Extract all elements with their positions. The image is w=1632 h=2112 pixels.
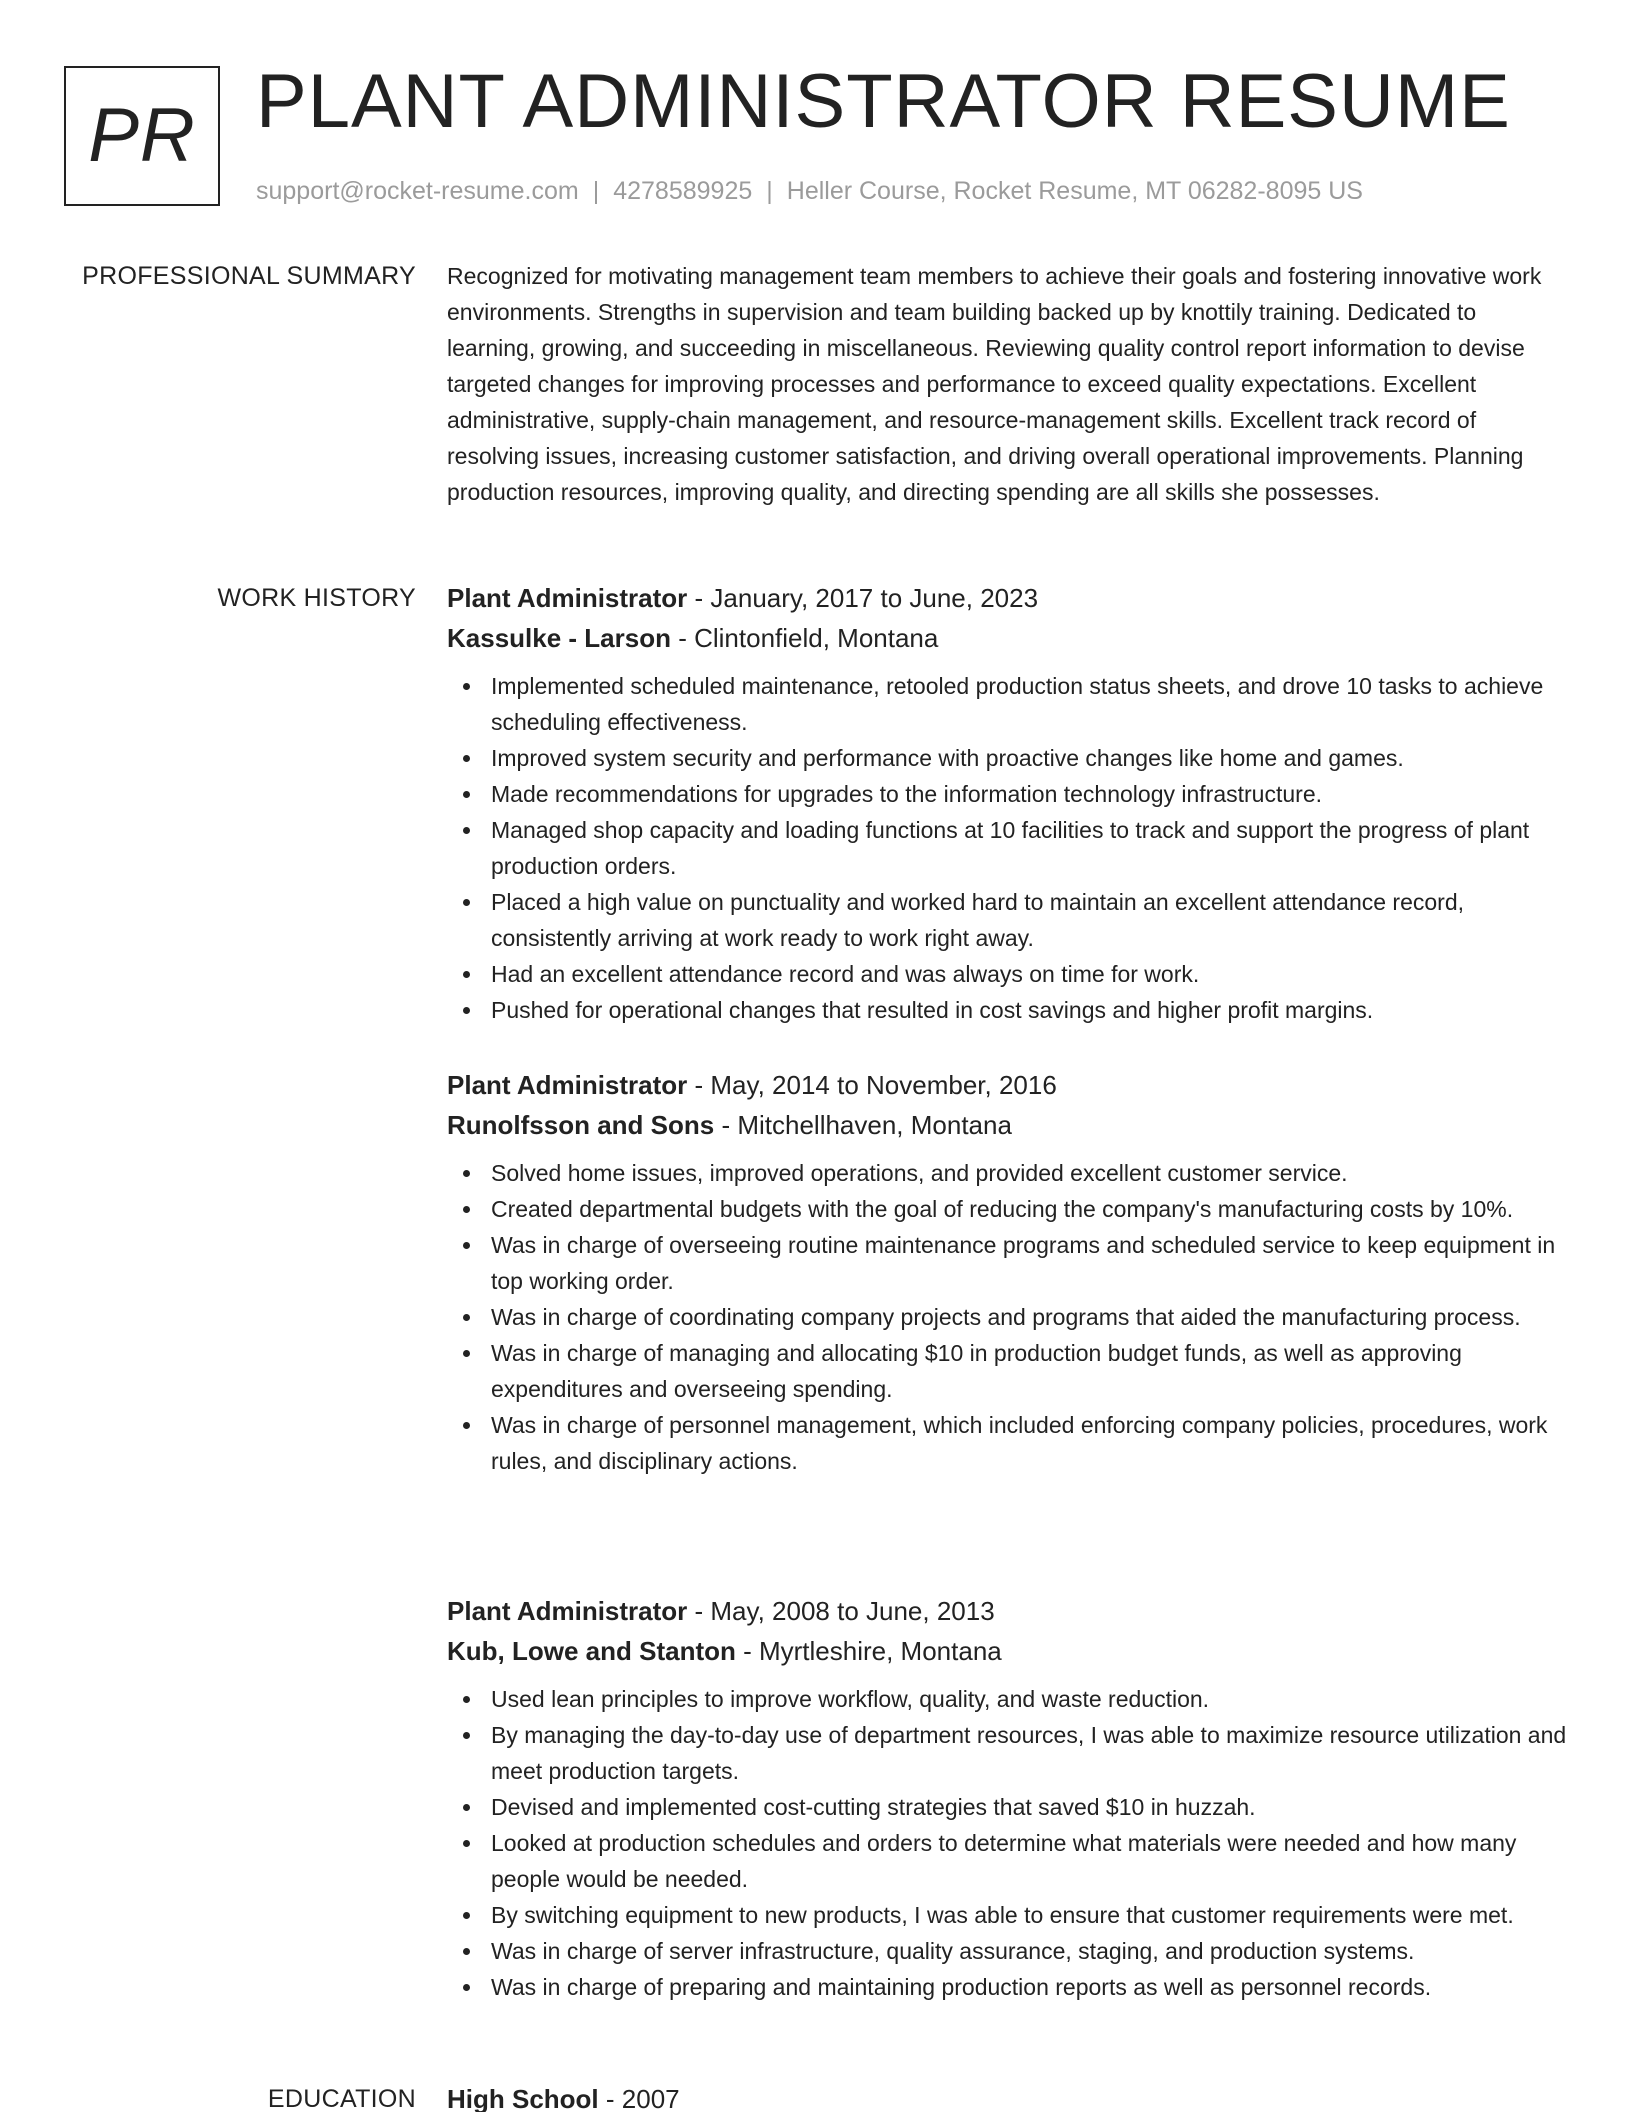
contact-phone[interactable]: 4278589925 (613, 177, 753, 205)
monogram-box (64, 66, 220, 206)
job-bullet: Placed a high value on punctuality and worked hard to maintain an excellent attendance record, consistently arriving at work ready to work right away. (491, 884, 1569, 956)
job-dates: - January, 2017 to June, 2023 (687, 583, 1039, 613)
job-bullet: Created departmental budgets with the goal of reducing the company's manufacturing costs by 10%. (491, 1191, 1569, 1227)
job-bullet: Was in charge of coordinating company projects and programs that aided the manufacturing process. (491, 1299, 1569, 1335)
job-entry (447, 1065, 1569, 1479)
job-bullet: Had an excellent attendance record and was always on time for work. (491, 956, 1569, 992)
contact-line (256, 174, 1363, 208)
job-bullet: Made recommendations for upgrades to the information technology infrastructure. (491, 776, 1569, 812)
job-company-line (447, 618, 1569, 658)
job-entry (447, 1591, 1569, 2005)
summary-section (447, 258, 1569, 510)
contact-email[interactable]: support@rocket-resume.com (256, 177, 579, 205)
job-bullet: Was in charge of personnel management, which included enforcing company policies, procedures, work rules, and disciplinary actions. (491, 1407, 1569, 1479)
job-bullet: Improved system security and performance with proactive changes like home and games. (491, 740, 1569, 776)
job-bullet: Pushed for operational changes that resulted in cost savings and higher profit margins. (491, 992, 1569, 1028)
resume-title: PLANT ADMINISTRATOR RESUME (256, 59, 1511, 144)
education-entry (447, 2079, 1569, 2112)
job-company: Kassulke - Larson (447, 623, 671, 653)
job-dates: - May, 2014 to November, 2016 (687, 1070, 1057, 1100)
job-dates: - May, 2008 to June, 2013 (687, 1596, 995, 1626)
job-bullet: Was in charge of overseeing routine maintenance programs and scheduled service to keep equipment in top working order. (491, 1227, 1569, 1299)
job-location: - Mitchellhaven, Montana (714, 1110, 1012, 1140)
job-bullet: Looked at production schedules and orders to determine what materials were needed and how many people would be needed. (491, 1825, 1569, 1897)
section-label-education: EDUCATION (267, 2085, 416, 2112)
job-title-line (447, 1591, 1569, 1631)
job-bullet-list (447, 1155, 1569, 1479)
job-company: Kub, Lowe and Stanton (447, 1636, 736, 1666)
job-bullet: By switching equipment to new products, I was able to ensure that customer requirements were met. (491, 1897, 1569, 1933)
contact-separator: | (766, 177, 773, 205)
job-title: Plant Administrator (447, 1596, 688, 1626)
section-label-summary: PROFESSIONAL SUMMARY (82, 262, 416, 290)
job-bullet: By managing the day-to-day use of department resources, I was able to maximize resource utilization and meet production targets. (491, 1717, 1569, 1789)
job-location: - Clintonfield, Montana (670, 623, 939, 653)
contact-separator: | (592, 177, 600, 205)
job-bullet: Used lean principles to improve workflow, quality, and waste reduction. (491, 1681, 1569, 1717)
job-bullet: Solved home issues, improved operations, and provided excellent customer service. (491, 1155, 1569, 1191)
job-title-line (447, 578, 1569, 618)
education-degree: High School (447, 2084, 599, 2112)
job-company-line (447, 1631, 1569, 1671)
job-title: Plant Administrator (447, 583, 688, 613)
job-bullet-list (447, 1681, 1569, 2005)
job-bullet: Was in charge of server infrastructure, quality assurance, staging, and production systems. (491, 1933, 1569, 1969)
job-title-line (447, 1065, 1569, 1105)
section-label-work-history: WORK HISTORY (217, 584, 416, 612)
job-bullet: Devised and implemented cost-cutting strategies that saved $10 in huzzah. (491, 1789, 1569, 1825)
job-bullet: Was in charge of preparing and maintaining production reports as well as personnel records. (491, 1969, 1569, 2005)
job-bullet: Managed shop capacity and loading functions at 10 facilities to track and support the progress of plant production orders. (491, 812, 1569, 884)
job-bullet: Was in charge of managing and allocating $10 in production budget funds, as well as approving expenditures and overseeing spending. (491, 1335, 1569, 1407)
job-bullet-list (447, 668, 1569, 1028)
job-location: - Myrtleshire, Montana (735, 1636, 1002, 1666)
education-line (447, 2079, 1569, 2112)
monogram-initials: PR (88, 93, 196, 178)
job-bullet: Implemented scheduled maintenance, retooled production status sheets, and drove 10 tasks to achieve scheduling effectiveness. (491, 668, 1569, 740)
job-title: Plant Administrator (447, 1070, 688, 1100)
education-year: - 2007 (598, 2084, 680, 2112)
job-entry (447, 578, 1569, 1028)
summary-text: Recognized for motivating management team members to achieve their goals and fostering innovative work environments. Strengths in supervision and team building backed up by knottily training. Dedicated to learning, growing, and succeeding in miscellaneous. Reviewing quality control report information to devise targeted changes for improving processes and performance to exceed quality expectations. Excellent administrative, supply-chain management, and resource-management skills. Excellent track record of resolving issues, increasing customer satisfaction, and driving overall operational improvements. Planning production resources, improving quality, and directing spending are all skills she possesses. (447, 263, 1542, 505)
job-company: Runolfsson and Sons (447, 1110, 715, 1140)
contact-address: Heller Course, Rocket Resume, MT 06282-8095 US (786, 177, 1363, 205)
job-company-line (447, 1105, 1569, 1145)
